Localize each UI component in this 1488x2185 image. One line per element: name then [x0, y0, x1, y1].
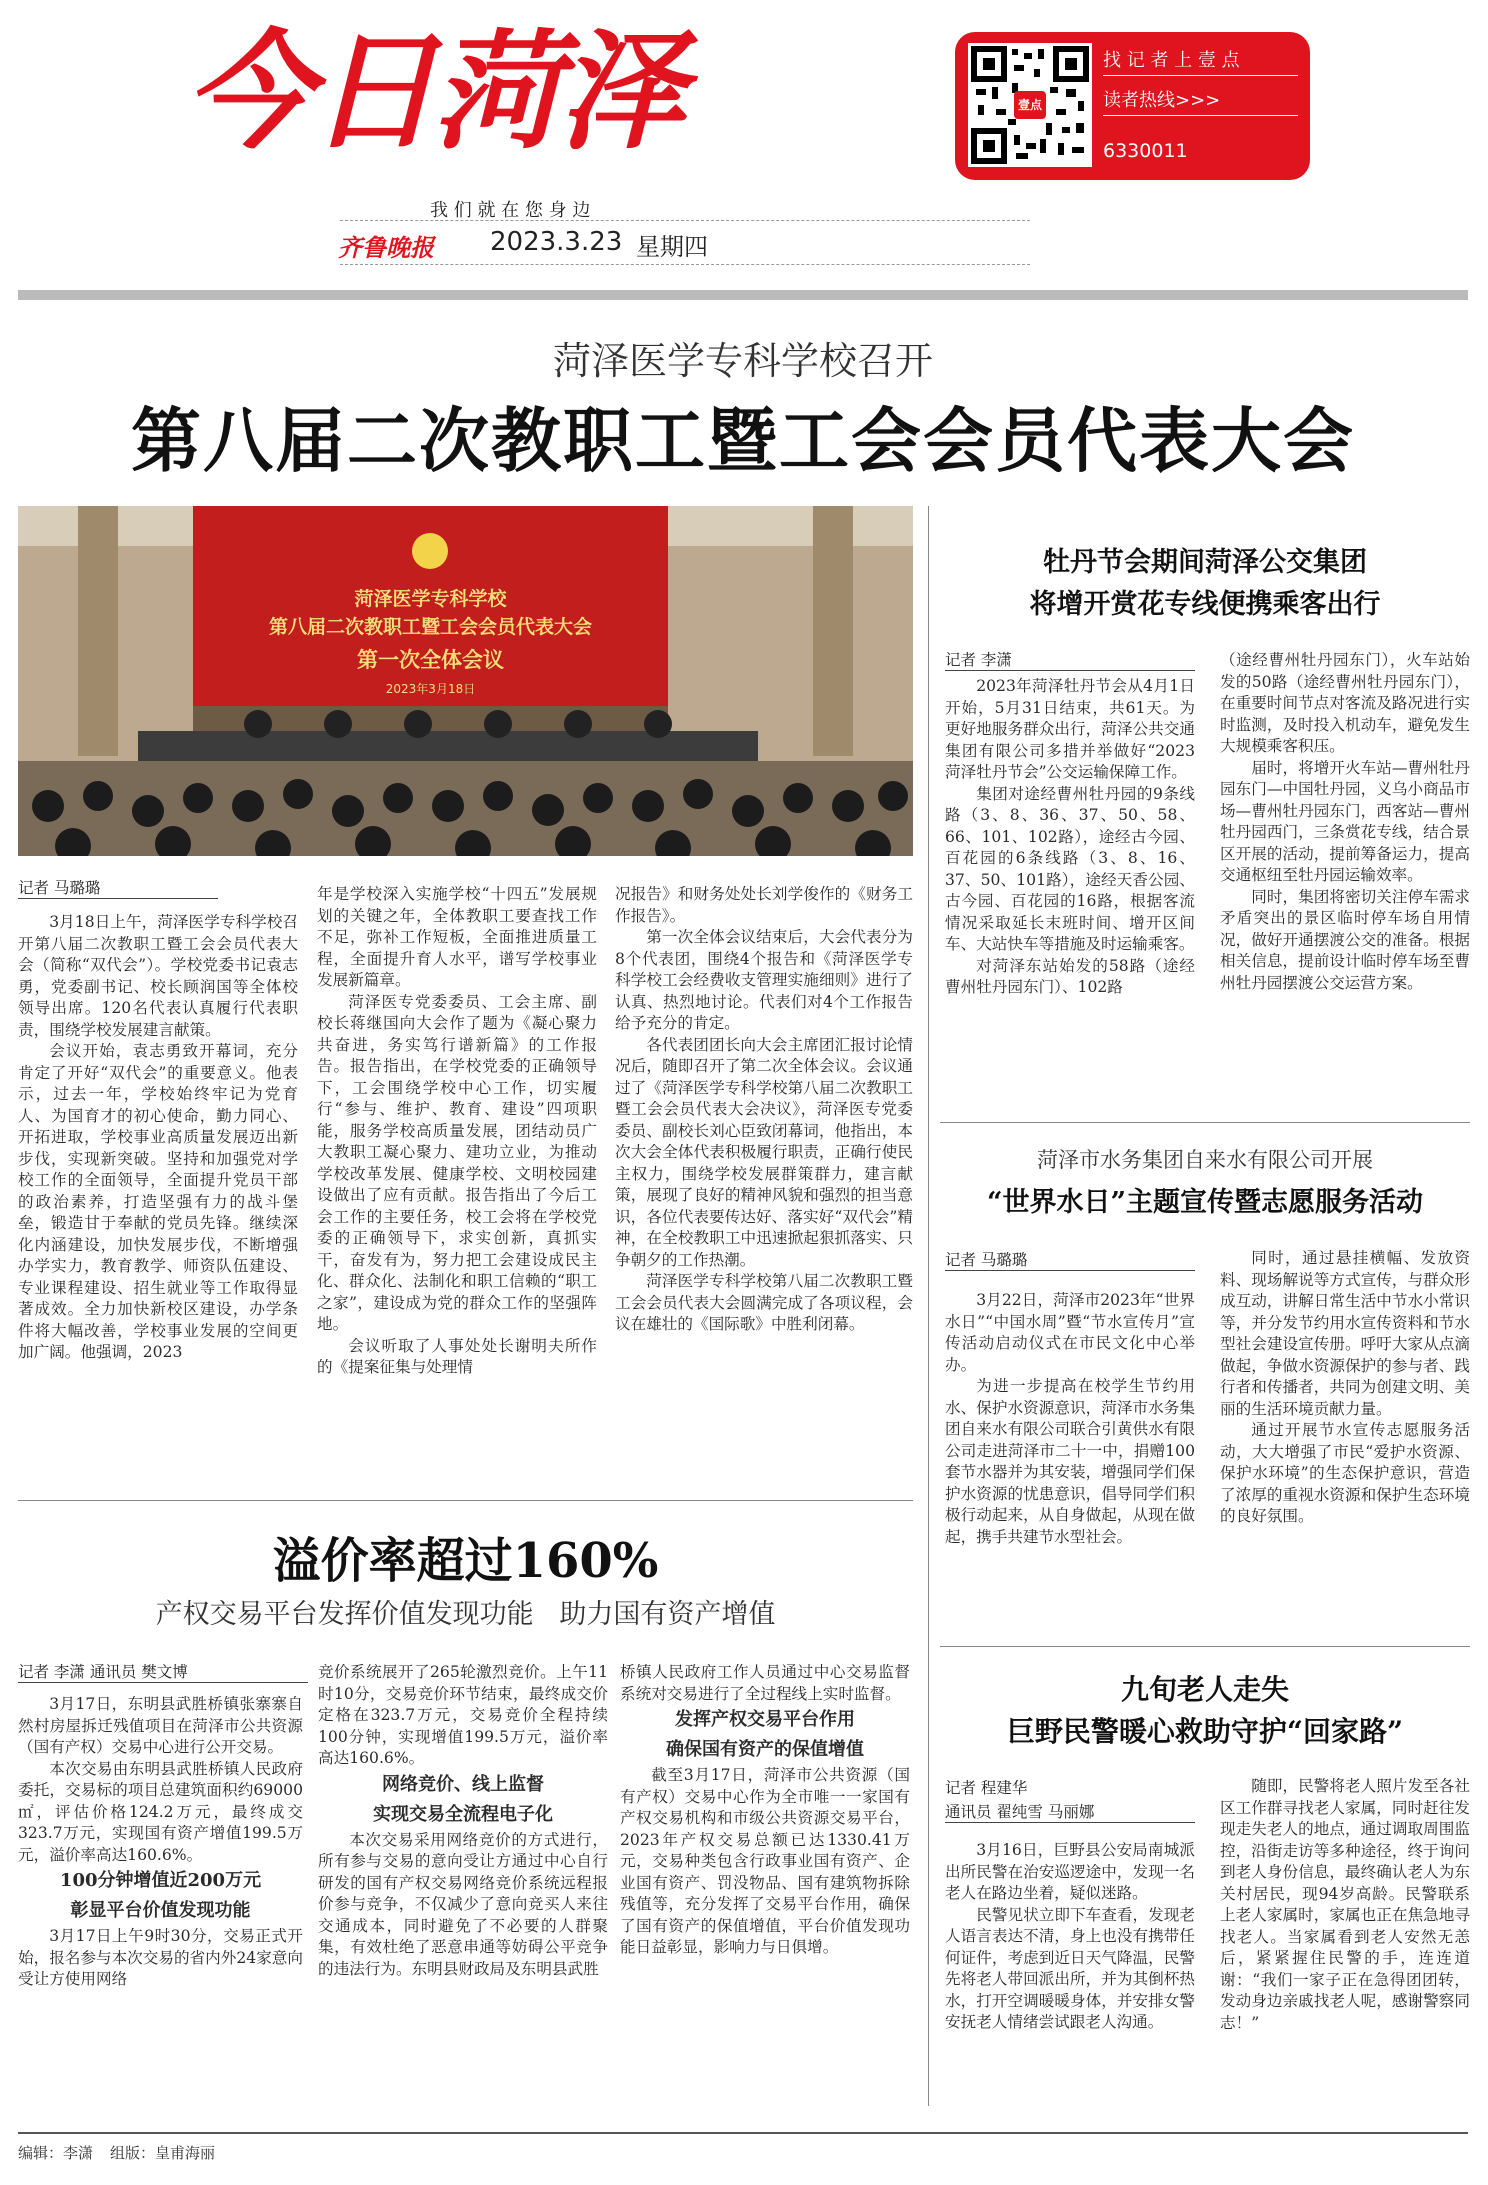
water-headline: “世界水日”主题宣传暨志愿服务活动 — [986, 1187, 1424, 1218]
paragraph: 本次交易由东明县武胜桥镇人民政府委托，交易标的项目总建筑面积约69000㎡，评估价格124.2万元，最终成交323.7万元，实现国有资产增值199.5万元，溢价率高达160.6%。 — [18, 1759, 303, 1864]
water-byline: 记者 马璐璐 — [945, 1248, 1195, 1271]
bus-byline: 记者 李潇 — [945, 648, 1195, 671]
issue-date: 2023.3.23 — [490, 227, 623, 257]
paragraph: 会议开始，袁志勇致开幕词，充分肯定了开好“双代会”的重要意义。他表示，过去一年，学校始终牢记为党育人、为国育才的初心使命，勤力同心、开拓进取，学校事业高质量发展迈出新步伐，实现新突破。坚持和加强党对学校工作的全面领导，全面提升党员干部的政治素养，打造坚强有力的战斗堡垒，锻造甘于奉献的党员先锋。继续深化内涵建设，加快发展步伐，不断增强办学实力，教育教学、师资队伍建设、专业课程建设、招生就业等工作取得显著成效。全力加快新校区建设，办学条件将大幅改善，学校事业发展的空间更加广阔。他强调，2023 — [18, 1042, 298, 1361]
paragraph: 3月16日，巨野县公安局南城派出所民警在治安巡逻途中，发现一名老人在路边坐着，疑似迷路。 — [945, 1841, 1195, 1902]
lead-col-1 — [18, 912, 298, 1364]
masthead — [0, 0, 1488, 300]
section-divider — [940, 1122, 1470, 1123]
water-col-1 — [945, 1290, 1195, 1548]
paper-name-logo: 齐鲁晚报 — [338, 233, 434, 262]
premium-byline: 记者 李潇 通讯员 樊文博 — [18, 1660, 308, 1683]
paragraph: 会议听取了人事处处长谢明夫所作的《提案征集与处理情 — [317, 1336, 597, 1376]
lead-col-2 — [317, 884, 597, 1379]
footer-divider — [18, 2132, 1468, 2134]
paragraph: 截至3月17日，菏泽市公共资源（国有产权）交易中心作为全市唯一一家国有产权交易机构和市级公共资源交易平台，2023年产权交易总额已达1330.41万元，交易种类包含行政事业国有资产、企业国有资产、罚没物品、国有建筑物拆除残值等，充分发挥了交易平台作用，确保了国有资产的保值增值，平台价值发现功能日益彰显，影响力与日俱增。 — [620, 1766, 910, 1956]
bus-col-2 — [1220, 650, 1470, 994]
water-col-2 — [1220, 1248, 1470, 1528]
paragraph: 对菏泽东站始发的58路（途经曹州牡丹园东门）、102路 — [945, 956, 1195, 996]
paragraph: 2023年菏泽牡丹节会从4月1日开始，5月31日结束，共61天。为更好地服务群众出行，菏泽公共交通集团有限公司多措并举做好“2023菏泽牡丹节会”公交运输保障工作。 — [945, 677, 1195, 781]
elder-byline-1: 记者 程建华 — [945, 1779, 1028, 1797]
banner-line-4: 2023年3月18日 — [385, 682, 476, 696]
paragraph: 第一次全体会议结束后，大会代表分为8个代表团，围绕4个报告和《菏泽医学专科学校工会经费收支管理实施细则》进行了认真、热烈地讨论。代表们对4个工作报告给予充分的肯定。 — [615, 928, 913, 1032]
premium-subhead-3: 发挥产权交易平台作用 确保国有资产的保值增值 — [666, 1709, 864, 1760]
paragraph: （途经曹州牡丹园东门），火车站始发的50路（途经曹州牡丹园东门），在重要时间节点对客流及路况进行实时监测，及时投入机动车，避免发生大规模乘客积压。 — [1220, 651, 1470, 755]
lead-headline: 第八届二次教职工暨工会会员代表大会 — [131, 399, 1355, 482]
premium-subhead-2: 网络竞价、线上监督 实现交易全流程电子化 — [373, 1773, 553, 1825]
lead-kicker: 菏泽医学专科学校召开 — [552, 339, 933, 383]
elder-byline-2: 通讯员 翟纯雪 马丽娜 — [945, 1800, 1195, 1823]
water-kicker: 菏泽市水务集团自来水有限公司开展 — [1037, 1148, 1373, 1172]
paragraph: 况报告》和财务处处长刘学俊作的《财务工作报告》。 — [615, 885, 913, 925]
elder-headline-2: 巨野民警暖心救助守护“回家路” — [1006, 1715, 1404, 1748]
bus-col-1 — [945, 676, 1195, 999]
lead-col-3 — [615, 884, 913, 1336]
premium-col-2 — [318, 1662, 608, 1980]
paragraph: 为进一步提高在校学生节约用水、保护水资源意识，菏泽市水务集团自来水有限公司联合引黄供水有限公司走进菏泽市二十一中，捐赠100套节水器并为其安装，增强同学们保护水资源的忧患意识，倡导同学们积极行动起来，从自身做起，从现在做起，携手共建节水型社会。 — [945, 1377, 1195, 1546]
paragraph: 通过开展节水宣传志愿服务活动，大大增强了市民“爱护水资源、保护水环境”的生态保护意识，营造了浓厚的重视水资源和保护生态环境的良好氛围。 — [1220, 1421, 1470, 1525]
masthead-title: 今日菏泽 — [185, 18, 682, 167]
paragraph: 3月18日上午，菏泽医学专科学校召开第八届二次教职工暨工会会员代表大会（简称“双代会”）。学校党委书记袁志勇，党委副书记、校长顾润国等全体校领导出席。120名代表认真履行代表职责，围绕学校发展建言献策。 — [18, 913, 298, 1039]
hotline-number: 6330011 — [1103, 140, 1188, 162]
paragraph: 民警见状立即下车查看，发现老人语言表达不清，身上也没有携带任何证件，考虑到近日天气降温，民警先将老人带回派出所，并为其倒杯热水，打开空调暖暖身体，并安排女警安抚老人情绪尝试跟老人沟通。 — [945, 1905, 1195, 2031]
elder-col-2 — [1220, 1776, 1470, 2034]
lead-byline: 记者 马璐璐 — [18, 876, 218, 899]
elder-col-1 — [945, 1840, 1195, 2034]
paragraph: 竞价系统展开了265轮激烈竞价。上午11时10分，交易竞价环节结束，最终成交价定格在323.7万元，交易竞价全程持续100分钟，实现增值199.5万元，溢价率高达160.6%。 — [318, 1663, 608, 1767]
slogan: 我 们 就 在 您 身 边 — [430, 200, 591, 221]
paragraph: 菏泽医学专科学校第八届二次教职工暨工会会员代表大会圆满完成了各项议程，会议在雄壮的《国际歌》中胜利闭幕。 — [615, 1272, 913, 1333]
paragraph: 3月22日，菏泽市2023年“世界水日”“中国水周”暨“节水宣传月”宣传活动启动仪式在市民文化中心举办。 — [945, 1291, 1195, 1374]
masthead-divider — [18, 290, 1468, 300]
banner-line-3: 第一次全体会议 — [357, 647, 504, 672]
section-divider — [940, 1646, 1470, 1647]
paragraph: 随即，民警将老人照片发至各社区工作群寻找老人家属，同时赶往发现走失老人的地点，通过调取周围监控，沿街走访等多种途径，终于询问到老人身份信息，最终确认老人为东关村居民，现94岁高龄。民警联系上老人家属时，家属也正在焦急地寻找老人。当家属看到老人安然无恙后，紧紧握住民警的手，连连道谢：“我们一家子正在急得团团转，发动身边亲戚找老人呢，感谢警察同志！” — [1220, 1777, 1470, 2032]
premium-subhead-1: 100分钟增值近200万元 彰显平台价值发现功能 — [59, 1870, 262, 1921]
contact-line-2: 读者热线>>> — [1103, 90, 1221, 111]
premium-subheadline: 产权交易平台发挥价值发现功能 助力国有资产增值 — [155, 1599, 776, 1630]
elder-headline-1: 九旬老人走失 — [1120, 1673, 1289, 1706]
premium-col-1 — [18, 1694, 303, 1991]
issue-weekday: 星期四 — [636, 233, 708, 261]
paragraph: 年是学校深入实施学校“十四五”发展规划的关键之年，全体教职工要查找工作不足，弥补工作短板，全面推进质量工程，全面提升育人水平，谱写学校事业发展新篇章。 — [317, 885, 597, 989]
paragraph: 集团对途经曹州牡丹园的9条线路（3、8、36、37、50、58、66、101、102路），途经古今园、百花园的6条线路（3、8、16、37、50、101路），途经天香公园、古今园、百花园的16路，根据客流情况采取延长末班时间、增开区间车、大站快车等措施及时运输乘客。 — [945, 784, 1195, 953]
paragraph: 本次交易采用网络竞价的方式进行，所有参与交易的意向受让方通过中心自行研发的国有产权交易网络竞价系统远程报价参与竞争，不仅减少了意向竞买人来往交通成本，同时避免了不必要的人群聚集，有效杜绝了恶意串通等妨碍公平竞争的违法行为。东明县财政局及东明县武胜 — [318, 1830, 608, 1978]
contact-line-1: 找 记 者 上 壹 点 — [1103, 50, 1240, 71]
section-divider — [18, 1500, 913, 1501]
paragraph: 3月17日上午9时30分，交易正式开始，报名参与本次交易的省内外24家意向受让方使用网络 — [18, 1927, 303, 1988]
paragraph: 同时，集团将密切关注停车需求矛盾突出的景区临时停车场自用情况，做好开通摆渡公交的准备。根据相关信息，提前设计临时停车场至曹州牡丹园摆渡公交运营方案。 — [1220, 887, 1470, 992]
bus-headline-1: 牡丹节会期间菏泽公交集团 — [1043, 547, 1367, 578]
premium-col-3 — [620, 1662, 910, 1959]
qr-logo-label: 壹点 — [1017, 98, 1042, 112]
footer-layout: 组版：皇甫海丽 — [110, 2144, 216, 2162]
footer-editor: 编辑：李潇 — [18, 2144, 94, 2162]
paragraph: 菏泽医专党委委员、工会主席、副校长蒋继国向大会作了题为《凝心聚力共奋进，务实笃行谱新篇》的工作报告。报告指出，在学校党委的正确领导下，工会围绕学校中心工作，切实履行“参与、维护、教育、建设”四项职能，服务学校高质量发展，团结动员广大教职工凝心聚力、建功立业，为推动学校改革发展、健康学校、文明校园建设做出了应有贡献。报告指出了今后工会工作的主要任务，校工会将在学校党委的正确领导下，求实创新，真抓实干，奋发有为，努力把工会建设成民主化、群众化、法制化和职工信赖的“职工之家”，建设成为党的群众工作的坚强阵地。 — [317, 992, 597, 1333]
qr-code-icon[interactable] — [968, 43, 1092, 167]
paragraph: 桥镇人民政府工作人员通过中心交易监督系统对交易进行了全过程线上实时监督。 — [620, 1663, 910, 1703]
column-divider — [928, 506, 929, 2106]
premium-headline: 溢价率超过160% — [272, 1533, 659, 1589]
paragraph: 届时，将增开火车站—曹州牡丹园东门—中国牡丹园，义乌小商品市场—曹州牡丹园东门，西客站—曹州牡丹园西门，三条赏花专线，结合景区开展的活动，提前筹备运力，提高交通枢纽至牡丹园运输效率。 — [1220, 758, 1470, 884]
paragraph: 各代表团团长向大会主席团汇报讨论情况后，随即召开了第二次全体会议。会议通过了《菏泽医学专科学校第八届二次教职工暨工会会员代表大会决议》，菏泽医专党委委员、副校长刘心臣致闭幕词，他指出，本次大会全体代表积极履行职责，正确行使民主权力，围绕学校发展群策群力，建言献策，展现了良好的精神风貌和强烈的担当意识，各位代表要传达好、落实好“双代会”精神，在全校教职工中迅速掀起狠抓落实、只争朝夕的工作热潮。 — [615, 1035, 913, 1269]
bus-headline-2: 将增开赏花专线便携乘客出行 — [1029, 589, 1381, 620]
banner-line-2: 第八届二次教职工暨工会会员代表大会 — [268, 616, 592, 638]
paragraph: 同时，通过悬挂横幅、发放资料、现场解说等方式宣传，与群众形成互动，讲解日常生活中节水小常识等，并分发节约用水宣传资料和节水型社会建设宣传册。呼吁大家从点滴做起，争做水资源保护的参与者、践行者和传播者，共同为创建文明、美丽的生活环境贡献力量。 — [1220, 1249, 1470, 1418]
paragraph: 3月17日，东明县武胜桥镇张寨寨自然村房屋拆迁残值项目在菏泽市公共资源（国有产权）交易中心进行公开交易。 — [18, 1695, 303, 1756]
meeting-photo — [18, 506, 913, 856]
banner-line-1: 菏泽医学专科学校 — [354, 588, 507, 610]
